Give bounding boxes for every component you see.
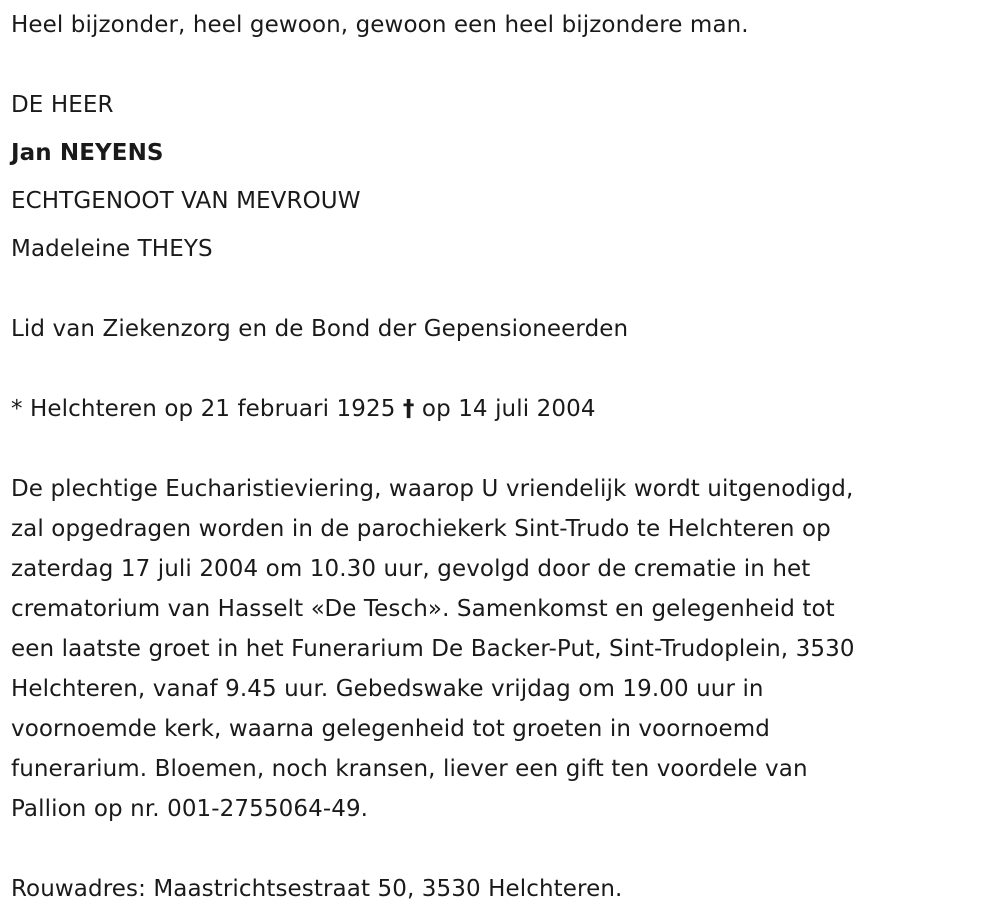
deceased-name: Jan NEYENS xyxy=(11,140,164,166)
motto: Heel bijzonder, heel gewoon, gewoon een heel bijzondere man. xyxy=(11,12,749,38)
birth-death-line xyxy=(11,389,596,429)
death-text: op 14 juli 2004 xyxy=(421,396,596,422)
funeral-address: Rouwadres: Maastrichtsestraat 50, 3530 Helchteren. xyxy=(11,876,623,902)
spouse-label: ECHTGENOOT VAN MEVROUW xyxy=(11,188,361,214)
salutation: DE HEER xyxy=(11,92,114,118)
cross-icon: † xyxy=(402,396,415,422)
ceremony-line: De plechtige Eucharistieviering, waarop U vriendelijk wordt uitgenodigd, xyxy=(11,476,854,502)
ceremony-line: zal opgedragen worden in de parochiekerk Sint-Trudo te Helchteren op xyxy=(11,516,831,542)
ceremony-line: Helchteren, vanaf 9.45 uur. Gebedswake vrijdag om 19.00 uur in xyxy=(11,676,764,702)
ceremony-line: crematorium van Hasselt «De Tesch». Samenkomst en gelegenheid tot xyxy=(11,596,835,622)
birth-text: * Helchteren op 21 februari 1925 xyxy=(11,396,396,422)
ceremony-line: zaterdag 17 juli 2004 om 10.30 uur, gevolgd door de crematie in het xyxy=(11,556,811,582)
ceremony-line: een laatste groet in het Funerarium De Backer-Put, Sint-Trudoplein, 3530 xyxy=(11,636,855,662)
ceremony-paragraph xyxy=(11,469,996,829)
spouse-name: Madeleine THEYS xyxy=(11,236,213,262)
membership: Lid van Ziekenzorg en de Bond der Gepensioneerden xyxy=(11,316,629,342)
ceremony-line: funerarium. Bloemen, noch kransen, liever een gift ten voordele van xyxy=(11,756,808,782)
ceremony-line: Pallion op nr. 001-2755064-49. xyxy=(11,796,369,822)
ceremony-line: voornoemde kerk, waarna gelegenheid tot groeten in voornoemd xyxy=(11,716,770,742)
